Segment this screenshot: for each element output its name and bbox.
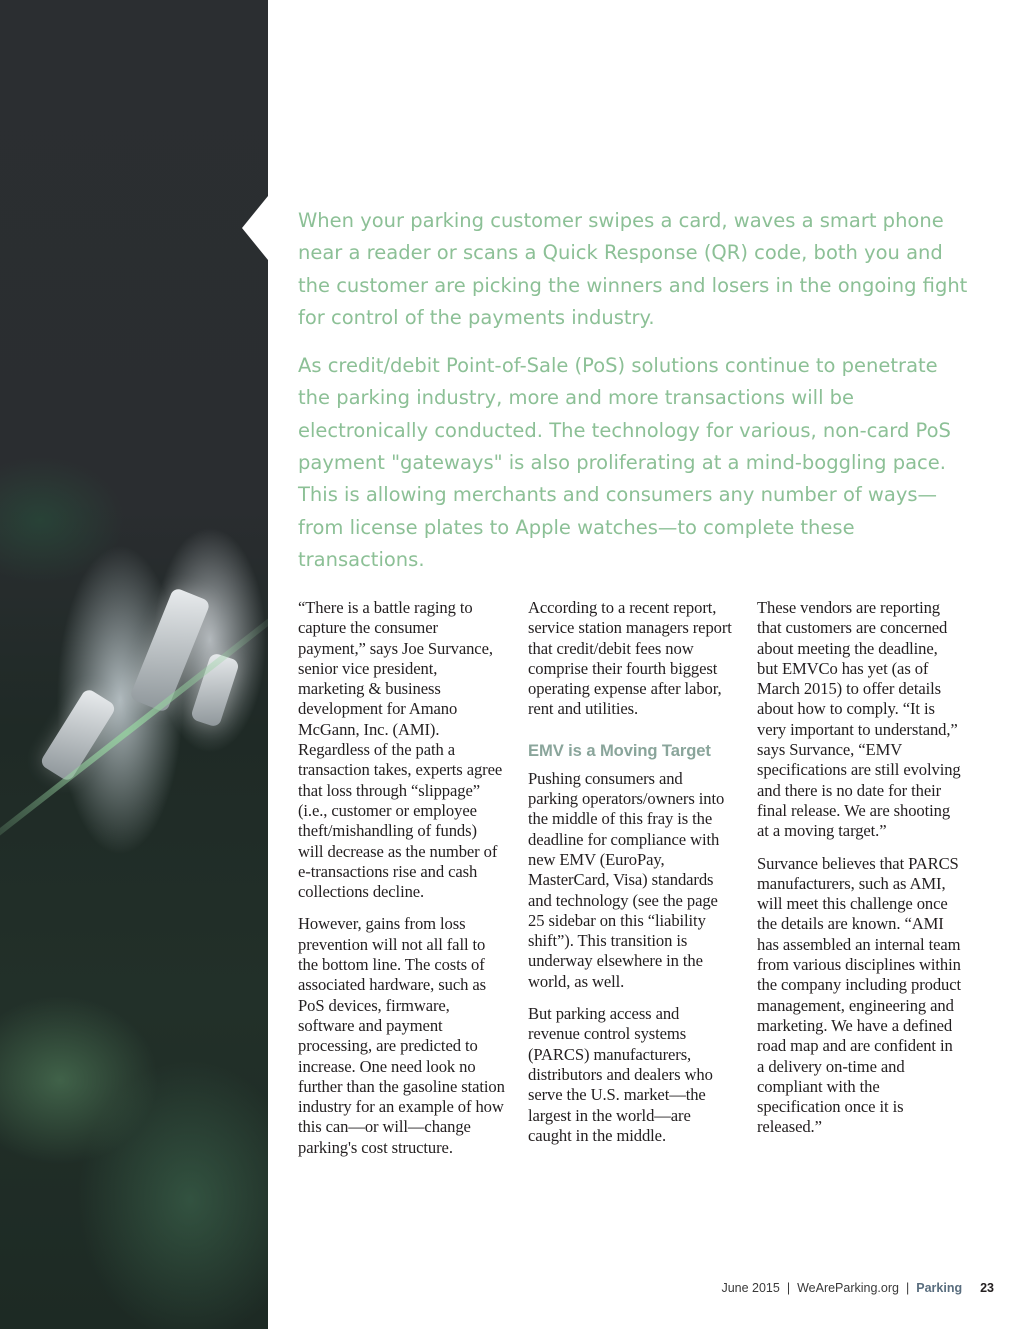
article-column-3: [757, 598, 961, 1150]
section-subheading: EMV is a Moving Target: [528, 740, 711, 760]
body-paragraph: “There is a battle raging to capture the consumer payment,” says Joe Survance, senior vice president, marketing & business development for Amano McGann, Inc. (AMI). Regardless of the path a transaction takes, experts agree that loss through “slippage” (i.e., customer or employee theft/mishandling of funds) will decrease as the number of e-transactions rise and cash collections decline.: [298, 598, 503, 902]
article-column-2: [528, 598, 732, 1158]
body-paragraph: Pushing consumers and parking operators/owners into the middle of this fray is the deadline for compliance with new EMV (EuroPay, MasterCard, Visa) standards and technology (see the page 25 sidebar on this “liability shift”). This transition is underway elsewhere in the world, as well.: [528, 768, 725, 991]
body-paragraph: Survance believes that PARCS manufacturers, such as AMI, will meet this challenge once the details are known. “AMI has assembled an internal team from various disciplines within the company including product management, engineering and marketing. We have a defined road map and are confident in a delivery on-time and compliant with the specification once it is released.”: [757, 853, 962, 1137]
card-stripe-highlight: [0, 602, 268, 865]
website-link[interactable]: WeAreParking.org: [797, 1281, 899, 1295]
body-paragraph: These vendors are reporting that customers are concerned about meeting the deadline, but EMVCo has yet (as of March 2015) to offer details about how to comply. “It is very important to understand,” says Survance, “EMV specifications are still evolving and there is no date for their final release. We are shooting at a moving target.”: [757, 598, 961, 841]
intro-paragraph: As credit/debit Point-of-Sale (PoS) solutions continue to penetrate the parking industry, more and more transactions will be electronically conducted. The technology for various, non-card PoS payment "gateways" is also proliferating at a mind-boggling pace. This is allowing merchants and consumers any number of ways—from license plates to Apple watches—to complete these transactions.: [298, 354, 951, 571]
magazine-name: Parking: [916, 1281, 963, 1295]
intro-section: [298, 205, 968, 592]
intro-paragraph: When your parking customer swipes a card, waves a smart phone near a reader or scans a Quick Response (QR) code, both you and the customer are picking the winners and losers in the ongoing fight for control of the payments industry.: [298, 209, 968, 329]
article-column-1: [298, 598, 506, 1170]
panel-notch: [242, 196, 268, 260]
cover-photo-panel: [0, 0, 268, 1329]
body-paragraph: According to a recent report, service station managers report that credit/debit fees now comprise their fourth biggest operating expense after labor, rent and utilities.: [528, 598, 732, 719]
footer-separator: |: [905, 1281, 910, 1295]
issue-date: June 2015: [721, 1281, 780, 1295]
body-paragraph: However, gains from loss prevention will not all fall to the bottom line. The costs of associated hardware, such as PoS devices, firmware, software and payment processing, are predicted to increase. One need look no further than the gasoline station industry for an example of how this can—or will—change parking's cost structure.: [298, 914, 505, 1157]
body-paragraph: But parking access and revenue control systems (PARCS) manufacturers, distributors and dealers who serve the U.S. market—the largest in the world—are caught in the middle.: [528, 1004, 713, 1145]
page-number: 23: [980, 1281, 994, 1295]
footer-separator: |: [786, 1281, 791, 1295]
page-footer: [721, 1281, 994, 1295]
